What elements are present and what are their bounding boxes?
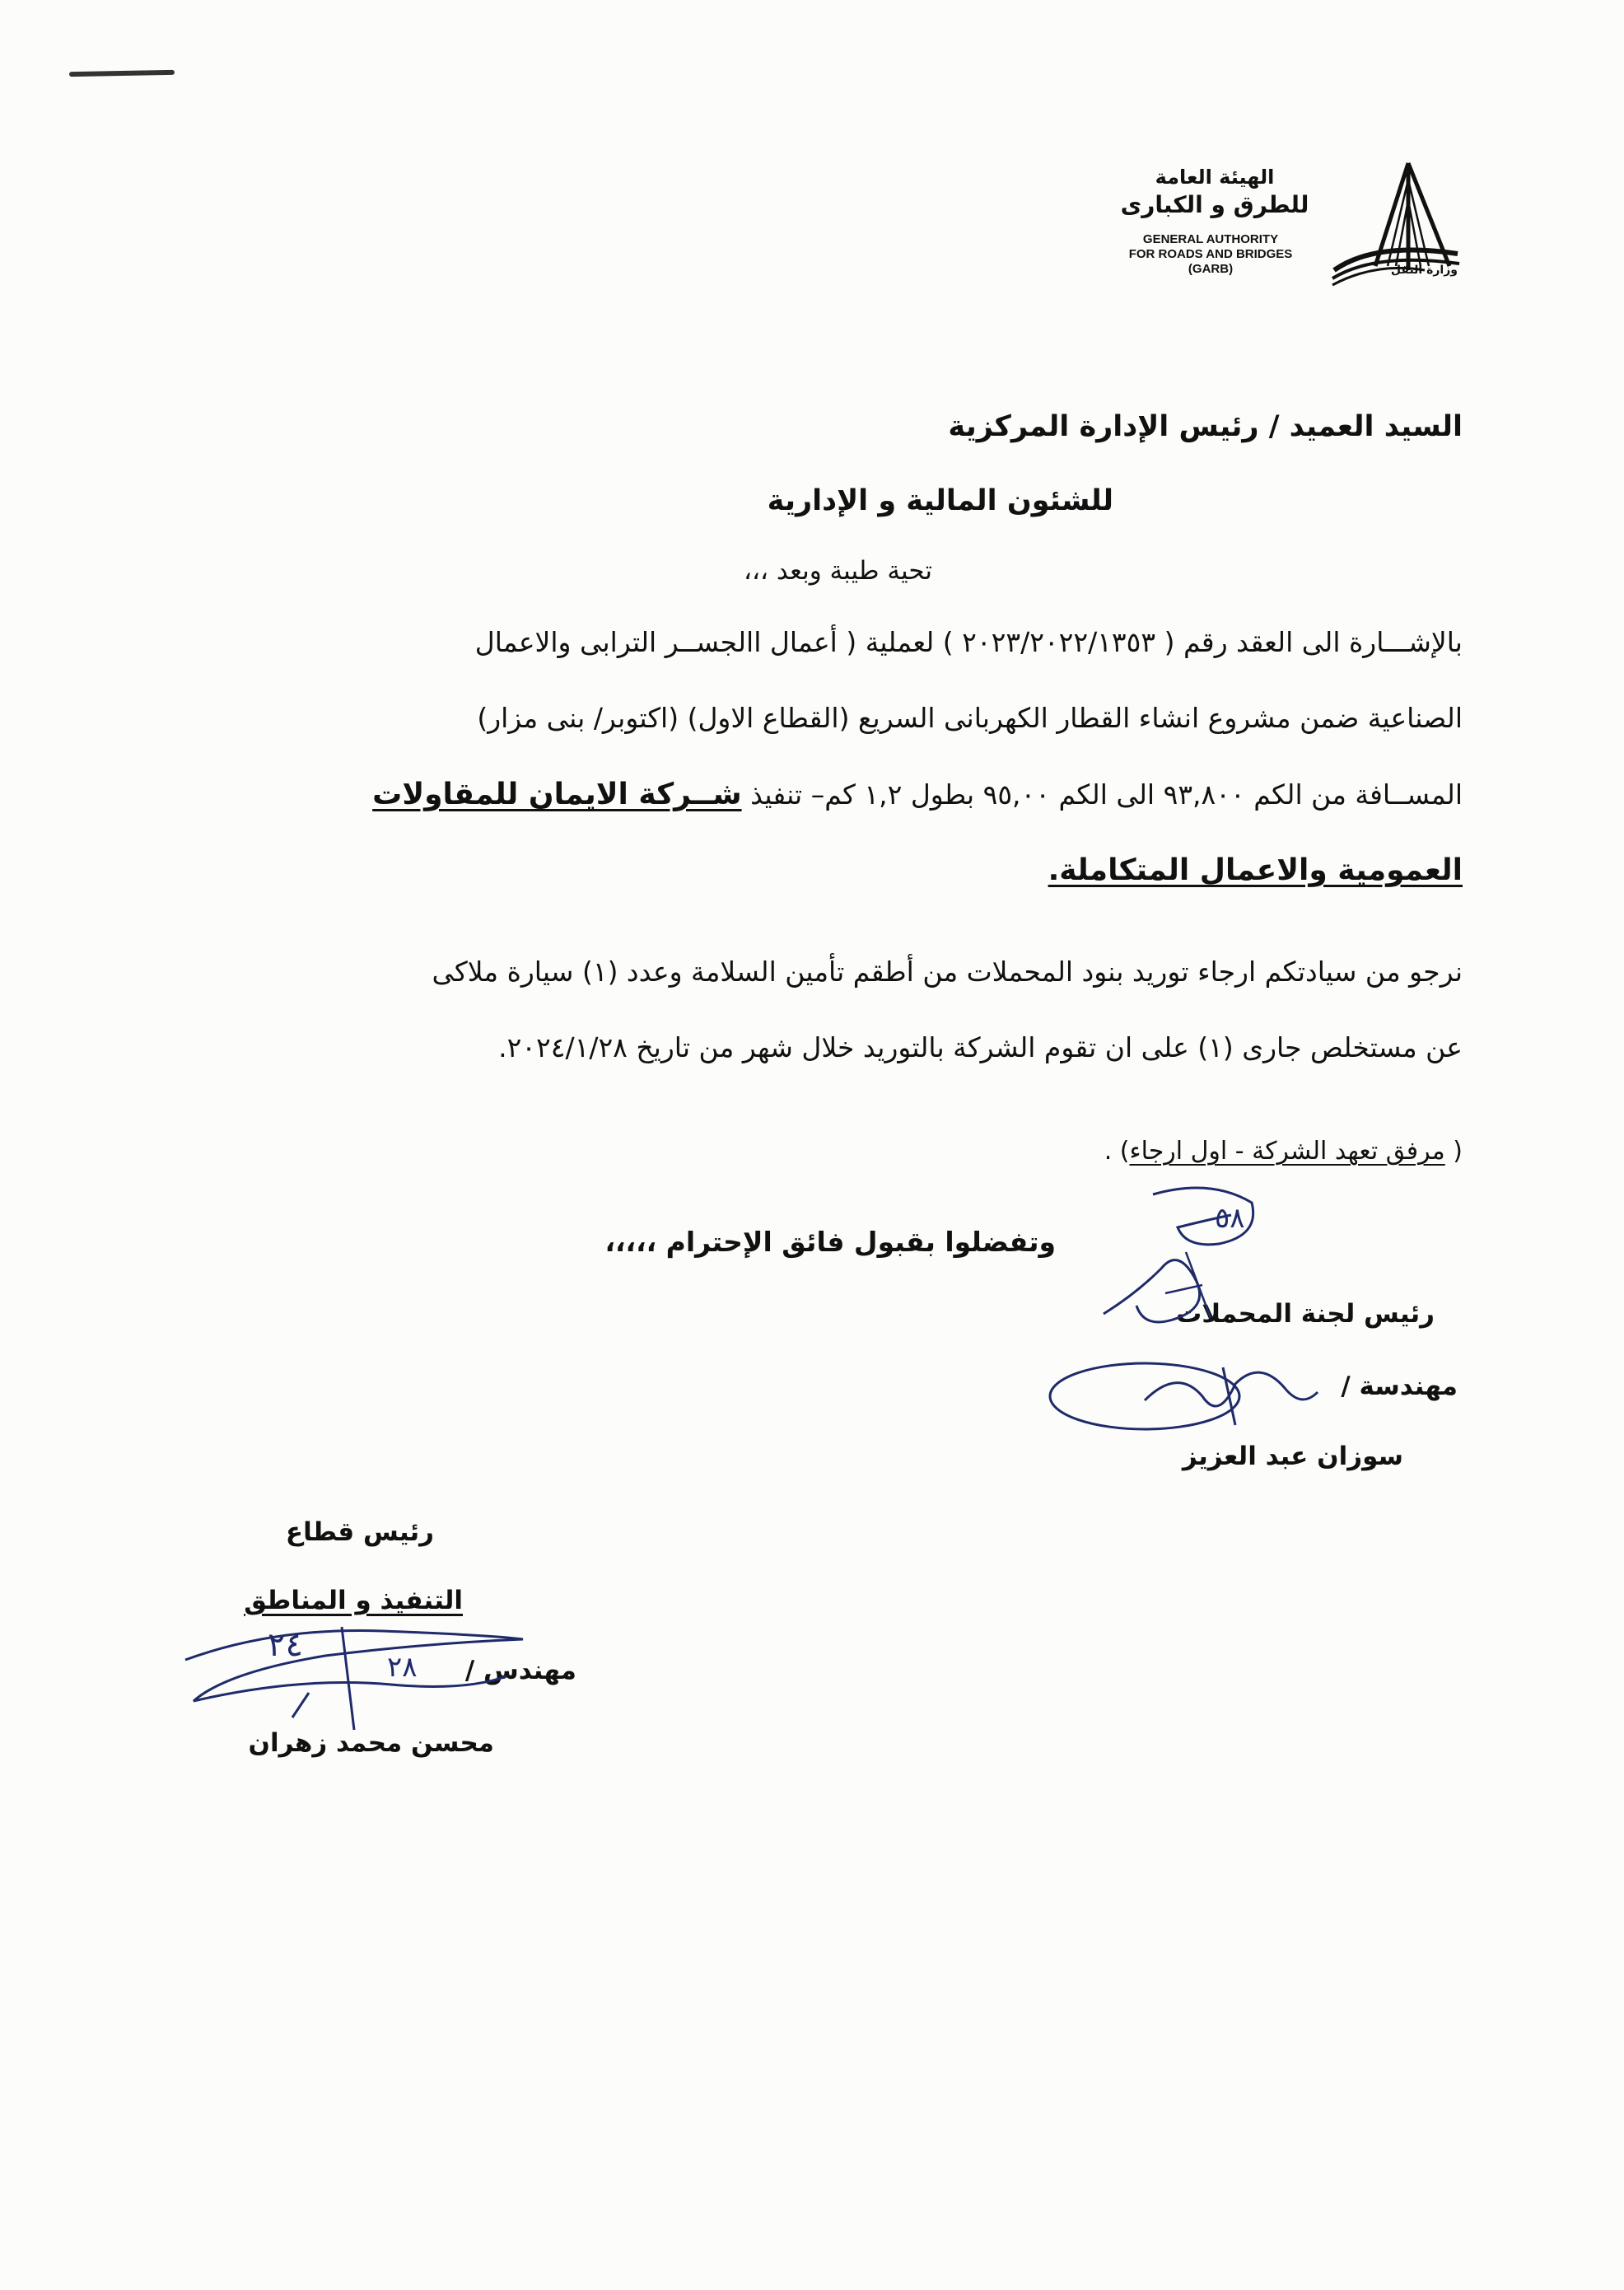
committee-title: رئيس لجنة المحملات bbox=[1176, 1299, 1435, 1329]
logo-english-text bbox=[1091, 232, 1330, 277]
company-name: شــركة الايمان للمقاولات bbox=[372, 778, 742, 811]
svg-text:٥٨: ٥٨ bbox=[1215, 1202, 1245, 1235]
logo-ar-line1: الهيئة العامة bbox=[1155, 166, 1275, 189]
logo-en-line2: FOR ROADS AND BRIDGES bbox=[1128, 247, 1293, 261]
paragraph1-line3 bbox=[372, 778, 1463, 811]
sector-title-line2: التنفيذ و المناطق bbox=[244, 1586, 463, 1615]
committee-signature-bottom bbox=[1046, 1351, 1326, 1442]
attachment-open: ( bbox=[1444, 1137, 1463, 1166]
sector-title-line1: رئيس قطاع bbox=[285, 1517, 434, 1547]
attachment-close: ) . bbox=[1104, 1137, 1130, 1166]
paragraph1-line2: الصناعية ضمن مشروع انشاء القطار الكهربانى السريع (القطاع الاول) (اكتوبر/ بنى مزار) bbox=[477, 702, 1463, 734]
svg-text:٢٨: ٢٨ bbox=[387, 1651, 418, 1684]
svg-text:٢٤: ٢٤ bbox=[268, 1626, 303, 1664]
attachment-note bbox=[1104, 1137, 1463, 1166]
attachment-text: مرفق تعهد الشركة - اول ارجاء bbox=[1129, 1137, 1445, 1166]
committee-name: سوزان عبد العزيز bbox=[1182, 1442, 1403, 1471]
ministry-label: وزارة النقل bbox=[1390, 264, 1458, 277]
paragraph1-line3-plain: المســافة من الكم ٩٣,٨٠٠ الى الكم ٩٥,٠٠ بطول ١,٢ كم– تنفيذ bbox=[750, 778, 1463, 811]
logo-arabic-text bbox=[1104, 163, 1326, 219]
logo-en-line3: (GARB) bbox=[1188, 262, 1234, 276]
addressee-line1: السيد العميد / رئيس الإدارة المركزية bbox=[948, 410, 1463, 443]
sector-role: مهندس / bbox=[464, 1656, 576, 1685]
addressee-line2: للشئون المالية و الإدارية bbox=[767, 484, 1113, 517]
paragraph1-line1: بالإشـــارة الى العقد رقم ( ٢٠٢٣/٢٠٢٢/١٣٥٣ ) لعملية ( أعمال االجســر الترابى والاعمال bbox=[474, 626, 1463, 658]
sector-name: محسن محمد زهران bbox=[248, 1728, 494, 1758]
paragraph1-line4: العمومية والاعمال المتكاملة. bbox=[1048, 853, 1463, 887]
closing: وتفضلوا بقبول فائق الإحترام ،،،،، bbox=[604, 1226, 1056, 1258]
committee-role: مهندسة / bbox=[1341, 1372, 1458, 1401]
logo-ar-line2: للطرق و الكبارى bbox=[1120, 191, 1309, 218]
paragraph2-line2: عن مستخلص جارى (١) على ان تقوم الشركة بالتوريد خلال شهر من تاريخ ٢٠٢٤/١/٢٨. bbox=[498, 1031, 1463, 1063]
greeting: تحية طيبة وبعد ،،، bbox=[743, 556, 932, 586]
logo-en-line1: GENERAL AUTHORITY bbox=[1142, 232, 1279, 246]
paragraph2-line1: نرجو من سيادتكم ارجاء توريد بنود المحملات من أطقم تأمين السلامة وعدد (١) سيارة ملاكى bbox=[432, 956, 1463, 988]
top-mark bbox=[69, 70, 175, 77]
